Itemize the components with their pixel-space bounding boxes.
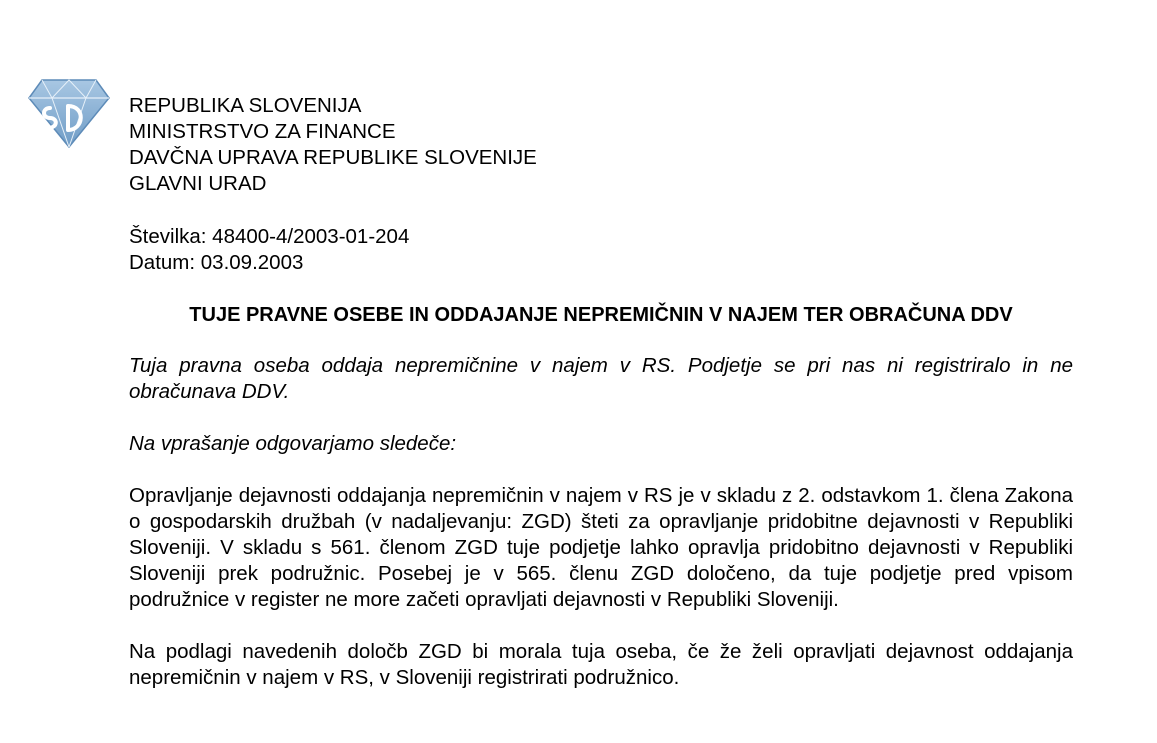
durs-logo-icon [28, 78, 110, 148]
question-text: Tuja pravna oseba oddaja nepremičnine v najem v RS. Podjetje se pri nas ni registriralo in ne obračunava DDV. [129, 354, 1073, 403]
answer-intro: Na vprašanje odgovarjamo sledeče: [129, 432, 457, 455]
document-title: TUJE PRAVNE OSEBE IN ODDAJANJE NEPREMIČNIN V NAJEM TER OBRAČUNA DDV [189, 304, 1013, 326]
letterhead [129, 93, 1073, 197]
answer-paragraph: Opravljanje dejavnosti oddajanja nepremičnin v najem v RS je v skladu z 2. odstavkom 1. člena Zakona o gospodarskih družbah (v nadaljevanju: ZGD) šteti za opravljanje pridobitne dejavnosti v Republiki Sloveniji. V skladu s 561. členom ZGD tuje podjetje lahko opravlja pridobitno dejavnosti v Republiki Sloveniji prek podružnic. Posebej je v 565. členu ZGD določeno, da tuje podjetje pred vpisom podružnice v register ne more začeti opravljati dejavnosti v Republiki Sloveniji. [129, 484, 1073, 611]
letterhead-line-ministry: MINISTRSTVO ZA FINANCE [129, 120, 396, 143]
document-meta [129, 224, 1073, 276]
letterhead-line-republic: REPUBLIKA SLOVENIJA [129, 94, 362, 117]
answer-paragraph: Na podlagi navedenih določb ZGD bi morala tuja oseba, če že želi opravljati dejavnost oddajanja nepremičnin v najem v RS, v Sloveniji registrirati podružnico. [129, 640, 1073, 689]
document-number: Številka: 48400-4/2003-01-204 [129, 225, 410, 248]
document-body [129, 93, 1073, 691]
letterhead-line-main-office: GLAVNI URAD [129, 172, 267, 195]
document-date: Datum: 03.09.2003 [129, 251, 304, 274]
letterhead-line-tax-office: DAVČNA UPRAVA REPUBLIKE SLOVENIJE [129, 146, 537, 169]
